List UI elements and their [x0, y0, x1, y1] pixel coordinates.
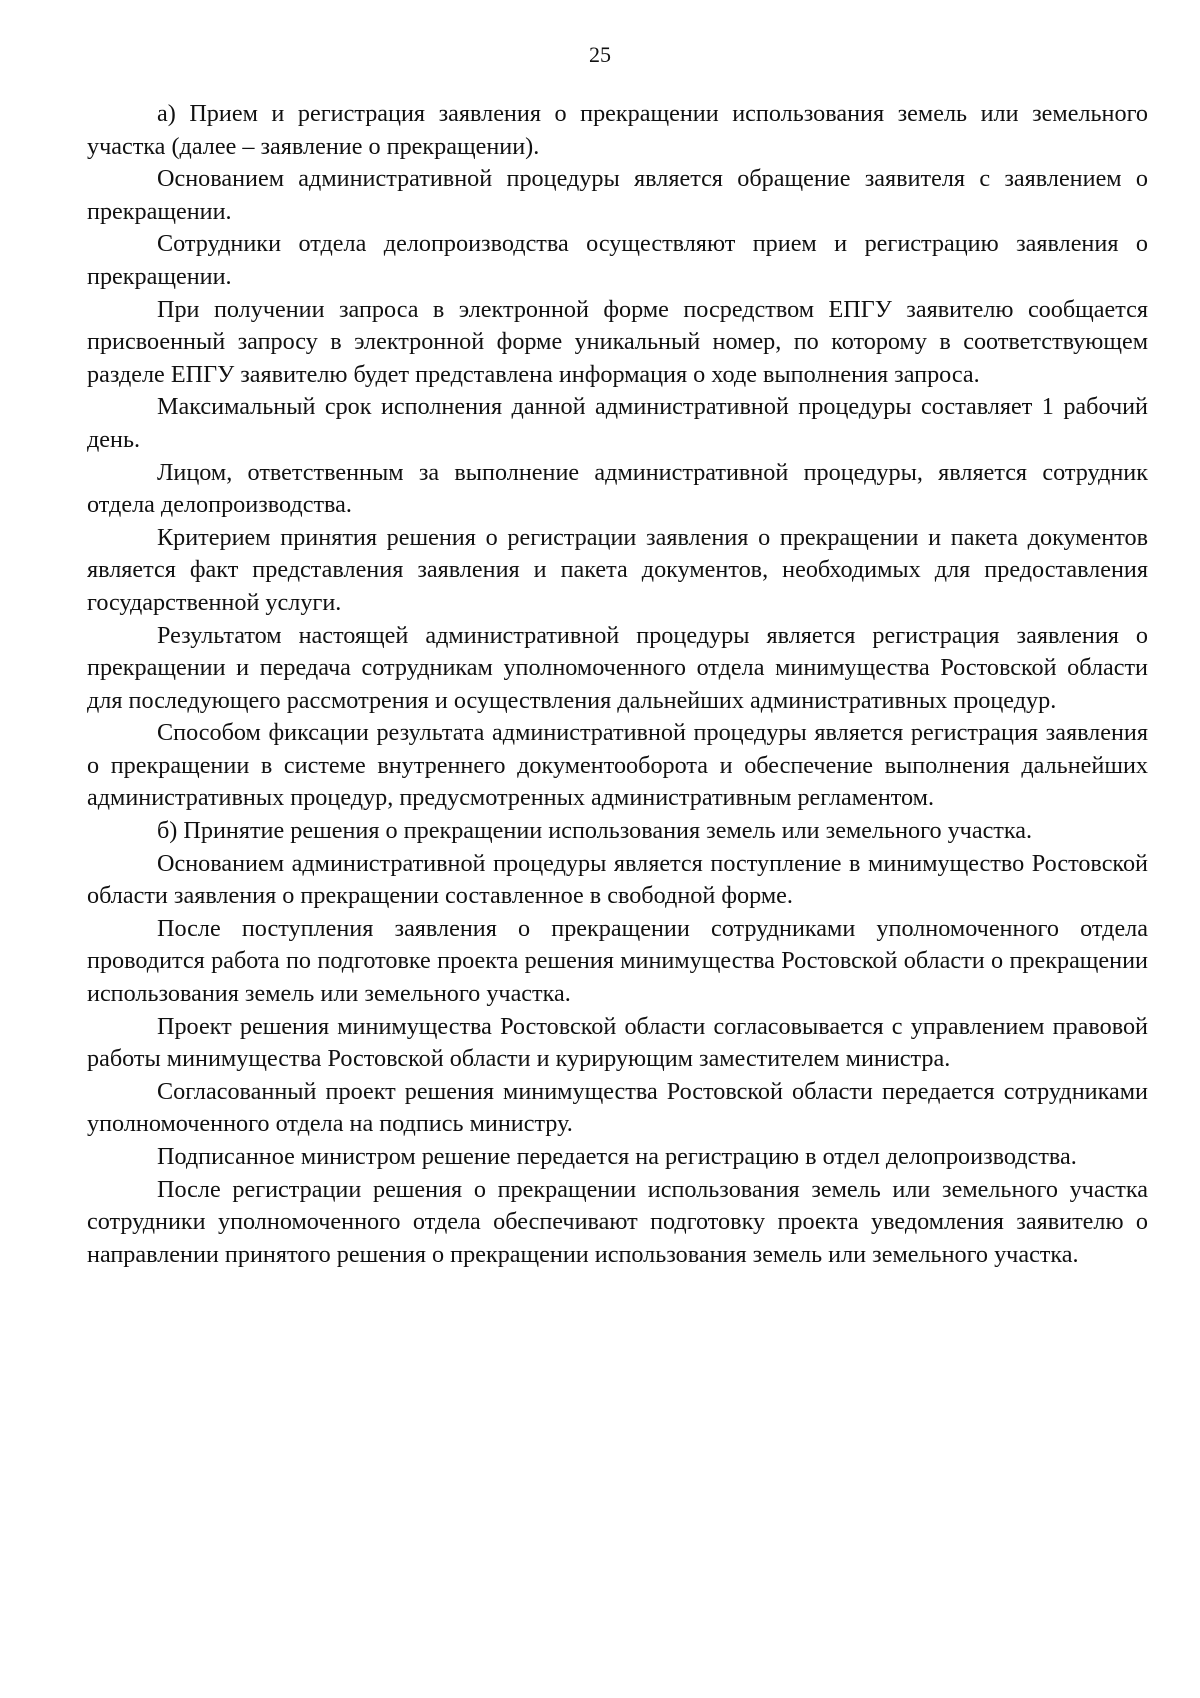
paragraph-b-decision-heading: б) Принятие решения о прекращении использования земель или земельного участка. — [157, 817, 1033, 845]
paragraph-b-basis: Основанием административной процедуры является поступление в минимущество Ростовской области заявления о прекращении составленное в свободной форме. — [87, 849, 1148, 910]
page-number: 25 — [589, 42, 611, 67]
paragraph-epgu-request: При получении запроса в электронной форме посредством ЕПГУ заявителю сообщается присвоенный запросу в электронной форме уникальный номер, по которому в соответствующем разделе ЕПГУ заявителю будет представлена информация о ходе выполнения запроса. — [87, 295, 1148, 388]
paragraph-max-duration: Максимальный срок исполнения данной административной процедуры составляет 1 рабочий день. — [87, 393, 1148, 453]
paragraph-basis: Основанием административной процедуры является обращение заявителя с заявлением о прекращении. — [87, 165, 1148, 225]
paragraph-records-staff: Сотрудники отдела делопроизводства осуществляют прием и регистрацию заявления о прекращении. — [87, 230, 1148, 290]
paragraph-decision-registration: Подписанное министром решение передается на регистрацию в отдел делопроизводства. — [157, 1143, 1077, 1170]
paragraph-draft-preparation: После поступления заявления о прекращении сотрудниками уполномоченного отдела проводится работа по подготовке проекта решения минимущества Ростовской области о прекращении использования земель или земельного участка. — [87, 914, 1148, 1008]
document-body — [87, 98, 1148, 1271]
paragraph-notification: После регистрации решения о прекращении использования земель или земельного участка сотрудники уполномоченного отдела обеспечивают подготовку проекта уведомления заявителю о направлении принятого решения о прекращении использования земель или земельного участка. — [87, 1175, 1148, 1268]
paragraph-responsible-person: Лицом, ответственным за выполнение административной процедуры, является сотрудник отдела делопроизводства. — [87, 458, 1148, 519]
paragraph-a-intake-heading: а) Прием и регистрация заявления о прекращении использования земель или земельного участка (далее – заявление о прекращении). — [87, 100, 1148, 160]
paragraph-decision-criterion: Критерием принятия решения о регистрации заявления о прекращении и пакета документов является факт представления заявления и пакета документов, необходимых для предоставления государственной услуги. — [87, 523, 1148, 616]
paragraph-draft-approval: Проект решения минимущества Ростовской области согласовывается с управлением правовой работы минимущества Ростовской области и курирующим заместителем министра. — [87, 1012, 1148, 1073]
paragraph-draft-signing: Согласованный проект решения минимущества Ростовской области передается сотрудниками уполномоченного отдела на подпись министру. — [87, 1077, 1148, 1138]
paragraph-procedure-result: Результатом настоящей административной процедуры является регистрация заявления о прекращении и передача сотрудникам уполномоченного отдела минимущества Ростовской области для последующего рассмотрения и осуществления дальнейших административных процедур. — [87, 621, 1148, 714]
paragraph-recording-method: Способом фиксации результата административной процедуры является регистрация заявления о прекращении в системе внутреннего документооборота и обеспечение выполнения дальнейших административных процедур, предусмотренных административным регламентом. — [87, 719, 1148, 812]
